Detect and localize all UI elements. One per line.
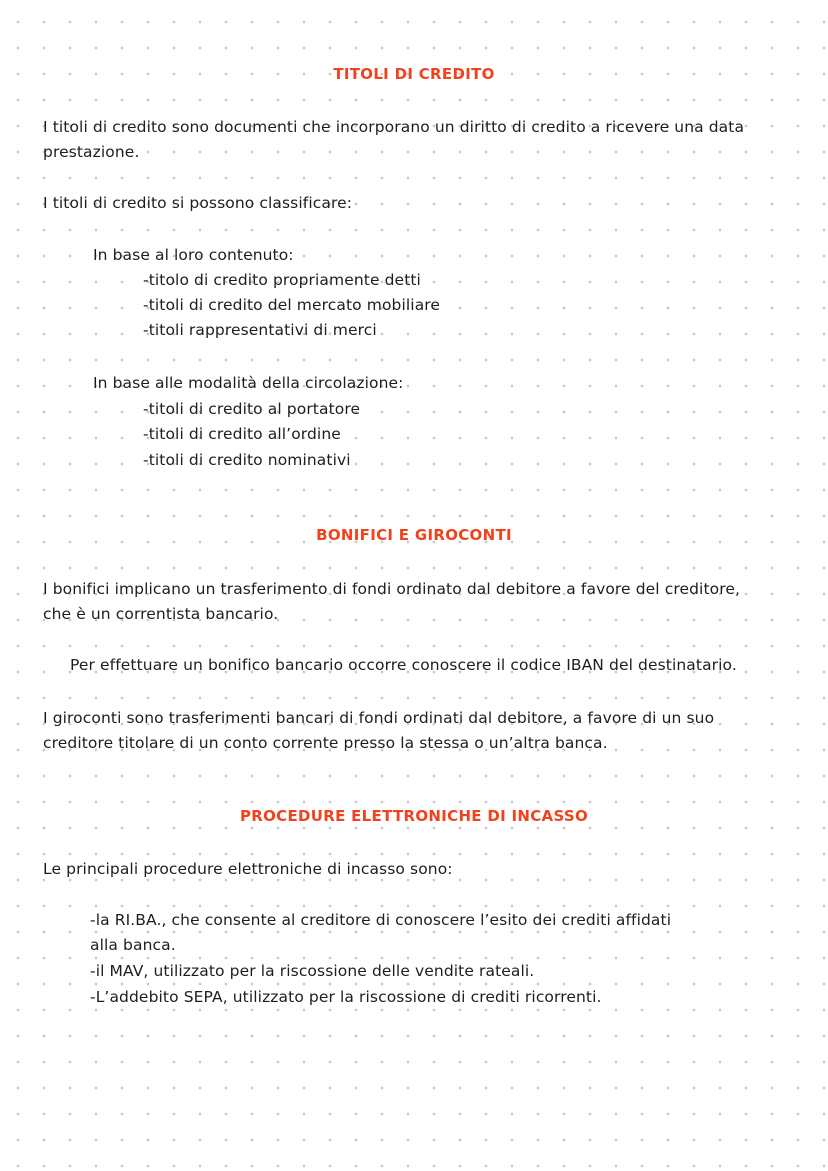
list-item: -titolo di credito propriamente detti — [143, 271, 421, 289]
group-circolazione-label: In base alle modalità della circolazione: — [93, 374, 404, 392]
procedure-intro: Le principali procedure elettroniche di incasso sono: — [43, 860, 453, 878]
list-item: -la RI.BA., che consente al creditore di conoscere l’esito dei crediti affidati — [90, 911, 672, 929]
bonifici-p1-line-1: I bonifici implicano un trasferimento di fondi ordinato dal debitore a favore del creditore, — [43, 580, 741, 598]
list-item: -titoli di credito nominativi — [143, 451, 351, 469]
bonifici-p2: Per effettuare un bonifico bancario occorre conoscere il codice IBAN del destinatario. — [70, 656, 737, 674]
heading-bonifici-e-giroconti: BONIFICI E GIROCONTI — [316, 526, 512, 544]
giroconti-line-2: creditore titolare di un conto corrente presso la stessa o un’altra banca. — [43, 734, 608, 752]
list-item: -L’addebito SEPA, utilizzato per la riscossione di crediti ricorrenti. — [90, 988, 602, 1006]
titoli-classify-text: I titoli di credito si possono classificare: — [43, 194, 353, 212]
titoli-intro-line-1: I titoli di credito sono documenti che incorporano un diritto di credito a ricevere una data — [43, 118, 745, 136]
heading-titoli-di-credito: TITOLI DI CREDITO — [333, 65, 495, 83]
bonifici-p1-line-2: che è un correntista bancario. — [43, 605, 279, 623]
list-item: -il MAV, utilizzato per la riscossione delle vendite rateali. — [90, 962, 535, 980]
list-item: alla banca. — [90, 936, 176, 954]
giroconti-line-1: I giroconti sono trasferimenti bancari di fondi ordinati dal debitore, a favore di un suo — [43, 709, 715, 727]
list-item: -titoli di credito all’ordine — [143, 425, 341, 443]
heading-procedure-elettroniche: PROCEDURE ELETTRONICHE DI INCASSO — [239, 807, 589, 825]
titoli-intro-line-2: prestazione. — [43, 143, 140, 161]
list-item: -titoli rappresentativi di merci — [143, 321, 377, 339]
list-item: -titoli di credito del mercato mobiliare — [143, 296, 441, 314]
group-contenuto-label: In base al loro contenuto: — [93, 246, 294, 264]
list-item: -titoli di credito al portatore — [143, 400, 361, 418]
